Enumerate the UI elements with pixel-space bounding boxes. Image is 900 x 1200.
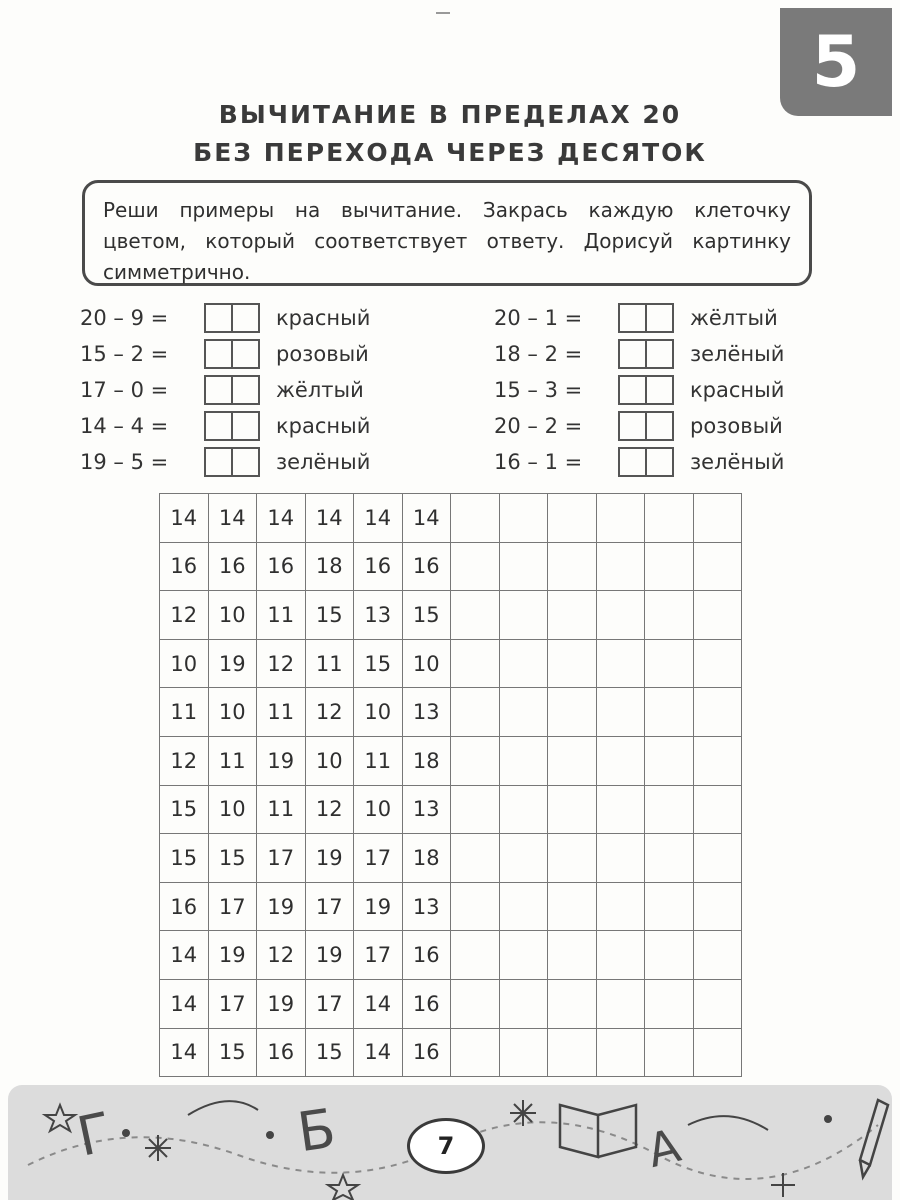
grid-cell[interactable]: 11	[305, 639, 354, 688]
grid-cell[interactable]	[596, 591, 645, 640]
answer-digit-cell[interactable]	[206, 449, 231, 475]
grid-cell[interactable]	[645, 736, 694, 785]
grid-row	[160, 1028, 742, 1077]
answer-digit-cell[interactable]	[620, 413, 645, 439]
answer-digit-cell[interactable]	[645, 413, 672, 439]
answer-box[interactable]	[618, 411, 674, 441]
grid-cell[interactable]: 17	[354, 931, 403, 980]
examples-left-column	[80, 300, 370, 480]
grid-cell[interactable]: 14	[305, 494, 354, 543]
grid-row	[160, 931, 742, 980]
answer-digit-cell[interactable]	[206, 377, 231, 403]
grid-cell[interactable]	[499, 591, 548, 640]
grid-cell[interactable]: 14	[160, 1028, 209, 1077]
answer-digit-cell[interactable]	[231, 305, 258, 331]
grid-cell[interactable]: 15	[160, 785, 209, 834]
grid-cell[interactable]: 16	[402, 931, 451, 980]
grid-cell[interactable]: 16	[160, 542, 209, 591]
answer-digit-cell[interactable]	[645, 449, 672, 475]
grid-cell[interactable]	[693, 882, 742, 931]
grid-cell[interactable]: 17	[354, 834, 403, 883]
star-icon	[328, 1175, 358, 1200]
grid-cell[interactable]: 15	[305, 1028, 354, 1077]
grid-cell[interactable]	[548, 688, 597, 737]
grid-cell[interactable]: 10	[208, 591, 257, 640]
answer-digit-cell[interactable]	[620, 341, 645, 367]
answer-box[interactable]	[204, 447, 260, 477]
grid-cell[interactable]: 16	[208, 542, 257, 591]
grid-cell[interactable]	[596, 882, 645, 931]
example-color-label: красный	[690, 378, 785, 402]
grid-cell[interactable]	[548, 834, 597, 883]
example-color-label: красный	[276, 414, 371, 438]
grid-cell[interactable]: 18	[402, 736, 451, 785]
answer-digit-cell[interactable]	[620, 305, 645, 331]
grid-cell[interactable]: 13	[402, 785, 451, 834]
grid-cell[interactable]: 19	[208, 639, 257, 688]
footer-letter-a: А	[641, 1117, 686, 1179]
grid-cell[interactable]: 12	[305, 688, 354, 737]
example-row	[80, 444, 370, 480]
example-expression: 18 – 2 =	[494, 342, 583, 366]
grid-cell[interactable]	[451, 494, 500, 543]
grid-cell[interactable]	[693, 639, 742, 688]
page-title-line-2: БЕЗ ПЕРЕХОДА ЧЕРЕЗ ДЕСЯТОК	[193, 138, 707, 167]
grid-cell[interactable]	[693, 591, 742, 640]
grid-cell[interactable]: 14	[354, 979, 403, 1028]
grid-cell[interactable]: 15	[402, 591, 451, 640]
example-expression: 20 – 1 =	[494, 306, 583, 330]
grid-cell[interactable]	[499, 785, 548, 834]
grid-cell[interactable]	[548, 591, 597, 640]
grid-cell[interactable]	[693, 834, 742, 883]
example-expression: 14 – 4 =	[80, 414, 169, 438]
grid-cell[interactable]	[596, 494, 645, 543]
grid-cell[interactable]: 16	[160, 882, 209, 931]
example-row	[80, 300, 370, 336]
grid-cell[interactable]: 10	[354, 688, 403, 737]
answer-digit-cell[interactable]	[620, 377, 645, 403]
grid-cell[interactable]	[693, 785, 742, 834]
grid-cell[interactable]: 14	[354, 1028, 403, 1077]
example-row	[494, 408, 784, 444]
grid-cell[interactable]: 17	[305, 979, 354, 1028]
instruction-box	[82, 180, 812, 286]
grid-cell[interactable]: 14	[354, 494, 403, 543]
grid-cell[interactable]: 16	[402, 542, 451, 591]
grid-cell[interactable]	[645, 542, 694, 591]
grid-cell[interactable]	[645, 834, 694, 883]
snowflake-icon	[145, 1135, 171, 1161]
answer-digit-cell[interactable]	[206, 413, 231, 439]
grid-cell[interactable]	[645, 979, 694, 1028]
grid-cell[interactable]	[548, 882, 597, 931]
grid-cell[interactable]	[693, 494, 742, 543]
grid-cell[interactable]	[548, 785, 597, 834]
grid-cell[interactable]: 16	[257, 542, 306, 591]
grid-cell[interactable]: 10	[160, 639, 209, 688]
grid-cell[interactable]: 19	[257, 736, 306, 785]
example-color-label: розовый	[276, 342, 369, 366]
answer-box[interactable]	[204, 303, 260, 333]
pencil-icon	[860, 1100, 888, 1177]
grid-cell[interactable]	[596, 834, 645, 883]
grid-cell[interactable]: 19	[305, 834, 354, 883]
page-title-line-1: ВЫЧИТАНИЕ В ПРЕДЕЛАХ 20	[218, 100, 682, 129]
answer-digit-cell[interactable]	[206, 341, 231, 367]
grid-cell[interactable]	[499, 979, 548, 1028]
grid-cell[interactable]	[451, 785, 500, 834]
grid-cell[interactable]	[596, 785, 645, 834]
example-color-label: красный	[276, 306, 371, 330]
grid-row	[160, 882, 742, 931]
grid-cell[interactable]	[596, 542, 645, 591]
grid-cell[interactable]	[596, 688, 645, 737]
example-expression: 17 – 0 =	[80, 378, 169, 402]
grid-cell[interactable]: 11	[257, 591, 306, 640]
answer-box[interactable]	[618, 303, 674, 333]
grid-cell[interactable]	[548, 931, 597, 980]
grid-cell[interactable]	[499, 931, 548, 980]
answer-digit-cell[interactable]	[231, 377, 258, 403]
grid-row	[160, 979, 742, 1028]
grid-cell[interactable]	[645, 882, 694, 931]
grid-cell[interactable]: 12	[160, 736, 209, 785]
footer-letter-g: Г	[71, 1100, 118, 1169]
grid-cell[interactable]	[499, 834, 548, 883]
grid-cell[interactable]: 19	[257, 882, 306, 931]
example-row	[80, 336, 370, 372]
grid-cell[interactable]: 19	[354, 882, 403, 931]
answer-digit-cell[interactable]	[231, 341, 258, 367]
example-color-label: зелёный	[276, 450, 371, 474]
grid-cell[interactable]	[499, 736, 548, 785]
grid-row	[160, 494, 742, 543]
grid-cell[interactable]: 14	[160, 931, 209, 980]
grid-cell[interactable]: 15	[208, 834, 257, 883]
grid-cell[interactable]: 16	[402, 1028, 451, 1077]
grid-cell[interactable]	[499, 542, 548, 591]
example-expression: 19 – 5 =	[80, 450, 169, 474]
grid-cell[interactable]	[499, 639, 548, 688]
example-color-label: жёлтый	[276, 378, 364, 402]
grid-cell[interactable]	[499, 494, 548, 543]
grid-cell[interactable]: 14	[257, 494, 306, 543]
example-row	[80, 408, 370, 444]
grid-row	[160, 688, 742, 737]
grid-row	[160, 834, 742, 883]
grid-cell[interactable]	[451, 688, 500, 737]
page-badge-number: 5	[811, 21, 861, 103]
grid-cell[interactable]	[451, 931, 500, 980]
grid-cell[interactable]	[548, 1028, 597, 1077]
grid-cell[interactable]	[596, 639, 645, 688]
page-number-oval	[407, 1118, 485, 1174]
grid-cell[interactable]	[693, 688, 742, 737]
grid-cell[interactable]	[645, 639, 694, 688]
grid-cell[interactable]: 10	[354, 785, 403, 834]
example-color-label: розовый	[690, 414, 783, 438]
grid-cell[interactable]: 17	[208, 882, 257, 931]
grid-cell[interactable]: 15	[305, 591, 354, 640]
answer-digit-cell[interactable]	[231, 449, 258, 475]
grid-cell[interactable]: 10	[305, 736, 354, 785]
answer-digit-cell[interactable]	[206, 305, 231, 331]
example-color-label: жёлтый	[690, 306, 778, 330]
grid-cell[interactable]	[596, 979, 645, 1028]
grid-cell[interactable]	[645, 688, 694, 737]
grid-cell[interactable]: 10	[208, 785, 257, 834]
grid-cell[interactable]	[499, 688, 548, 737]
grid-cell[interactable]: 15	[208, 1028, 257, 1077]
example-row	[80, 372, 370, 408]
grid-cell[interactable]: 12	[257, 639, 306, 688]
answer-digit-cell[interactable]	[645, 305, 672, 331]
grid-cell[interactable]: 15	[160, 834, 209, 883]
grid-cell[interactable]	[596, 931, 645, 980]
grid-cell[interactable]	[645, 591, 694, 640]
example-row	[494, 300, 784, 336]
grid-cell[interactable]: 17	[305, 882, 354, 931]
examples-right-column	[494, 300, 784, 480]
grid-cell[interactable]	[548, 979, 597, 1028]
answer-box[interactable]	[204, 411, 260, 441]
grid-cell[interactable]	[693, 931, 742, 980]
grid-cell[interactable]	[693, 736, 742, 785]
grid-cell[interactable]: 11	[354, 736, 403, 785]
grid-cell[interactable]: 16	[257, 1028, 306, 1077]
grid-cell[interactable]	[451, 1028, 500, 1077]
grid-cell[interactable]: 11	[160, 688, 209, 737]
answer-digit-cell[interactable]	[645, 377, 672, 403]
coloring-grid	[159, 493, 742, 1077]
example-color-label: зелёный	[690, 450, 785, 474]
answer-box[interactable]	[618, 447, 674, 477]
grid-cell[interactable]: 19	[257, 979, 306, 1028]
grid-cell[interactable]	[451, 736, 500, 785]
answer-box[interactable]	[618, 375, 674, 405]
grid-cell[interactable]: 12	[160, 591, 209, 640]
grid-cell[interactable]	[451, 591, 500, 640]
grid-cell[interactable]	[499, 1028, 548, 1077]
grid-cell[interactable]	[451, 542, 500, 591]
example-row	[494, 336, 784, 372]
grid-cell[interactable]	[645, 1028, 694, 1077]
grid-cell[interactable]: 17	[257, 834, 306, 883]
grid-cell[interactable]	[645, 931, 694, 980]
grid-cell[interactable]	[645, 494, 694, 543]
grid-cell[interactable]: 10	[402, 639, 451, 688]
example-expression: 16 – 1 =	[494, 450, 583, 474]
grid-row	[160, 591, 742, 640]
grid-cell[interactable]	[645, 785, 694, 834]
grid-cell[interactable]: 15	[354, 639, 403, 688]
grid-row	[160, 542, 742, 591]
grid-cell[interactable]	[548, 736, 597, 785]
example-row	[494, 444, 784, 480]
grid-row	[160, 639, 742, 688]
grid-cell[interactable]	[548, 639, 597, 688]
grid-cell[interactable]: 11	[208, 736, 257, 785]
example-expression: 15 – 2 =	[80, 342, 169, 366]
footer-letter-b: Б	[293, 1096, 340, 1165]
grid-cell[interactable]: 14	[160, 494, 209, 543]
grid-cell[interactable]: 10	[208, 688, 257, 737]
grid-cell[interactable]: 12	[305, 785, 354, 834]
grid-cell[interactable]: 16	[402, 979, 451, 1028]
grid-cell[interactable]	[451, 979, 500, 1028]
grid-cell[interactable]: 14	[208, 494, 257, 543]
grid-cell[interactable]	[451, 834, 500, 883]
grid-cell[interactable]	[693, 542, 742, 591]
answer-digit-cell[interactable]	[231, 413, 258, 439]
grid-cell[interactable]: 13	[402, 882, 451, 931]
top-margin-mark	[436, 12, 450, 14]
grid-cell[interactable]: 16	[354, 542, 403, 591]
answer-box[interactable]	[204, 339, 260, 369]
grid-cell[interactable]: 13	[402, 688, 451, 737]
grid-cell[interactable]: 14	[402, 494, 451, 543]
grid-cell[interactable]: 19	[208, 931, 257, 980]
grid-cell[interactable]: 11	[257, 785, 306, 834]
instruction-text: Реши примеры на вычитание. Закрась каждую клеточку цветом, который соответствует ответу. Дорисуй картинку симметрично.	[103, 198, 791, 284]
grid-cell[interactable]: 18	[305, 542, 354, 591]
book-icon	[560, 1105, 636, 1157]
grid-cell[interactable]	[499, 882, 548, 931]
star-icon	[45, 1105, 75, 1131]
grid-cell[interactable]: 17	[208, 979, 257, 1028]
example-row	[494, 372, 784, 408]
grid-cell[interactable]	[451, 639, 500, 688]
grid-cell[interactable]: 18	[402, 834, 451, 883]
grid-cell[interactable]: 14	[160, 979, 209, 1028]
grid-cell[interactable]: 13	[354, 591, 403, 640]
grid-row	[160, 785, 742, 834]
example-expression: 15 – 3 =	[494, 378, 583, 402]
grid-cell[interactable]	[451, 882, 500, 931]
grid-cell[interactable]: 12	[257, 931, 306, 980]
grid-cell[interactable]: 19	[305, 931, 354, 980]
example-expression: 20 – 2 =	[494, 414, 583, 438]
grid-row	[160, 736, 742, 785]
grid-cell[interactable]	[548, 542, 597, 591]
grid-cell[interactable]	[596, 1028, 645, 1077]
example-expression: 20 – 9 =	[80, 306, 169, 330]
grid-cell[interactable]	[693, 979, 742, 1028]
page-number: 7	[437, 1132, 455, 1160]
answer-box[interactable]	[618, 339, 674, 369]
example-color-label: зелёный	[690, 342, 785, 366]
answer-digit-cell[interactable]	[620, 449, 645, 475]
grid-cell[interactable]	[596, 736, 645, 785]
answer-box[interactable]	[204, 375, 260, 405]
grid-cell[interactable]: 11	[257, 688, 306, 737]
grid-cell[interactable]	[693, 1028, 742, 1077]
answer-digit-cell[interactable]	[645, 341, 672, 367]
grid-cell[interactable]	[548, 494, 597, 543]
